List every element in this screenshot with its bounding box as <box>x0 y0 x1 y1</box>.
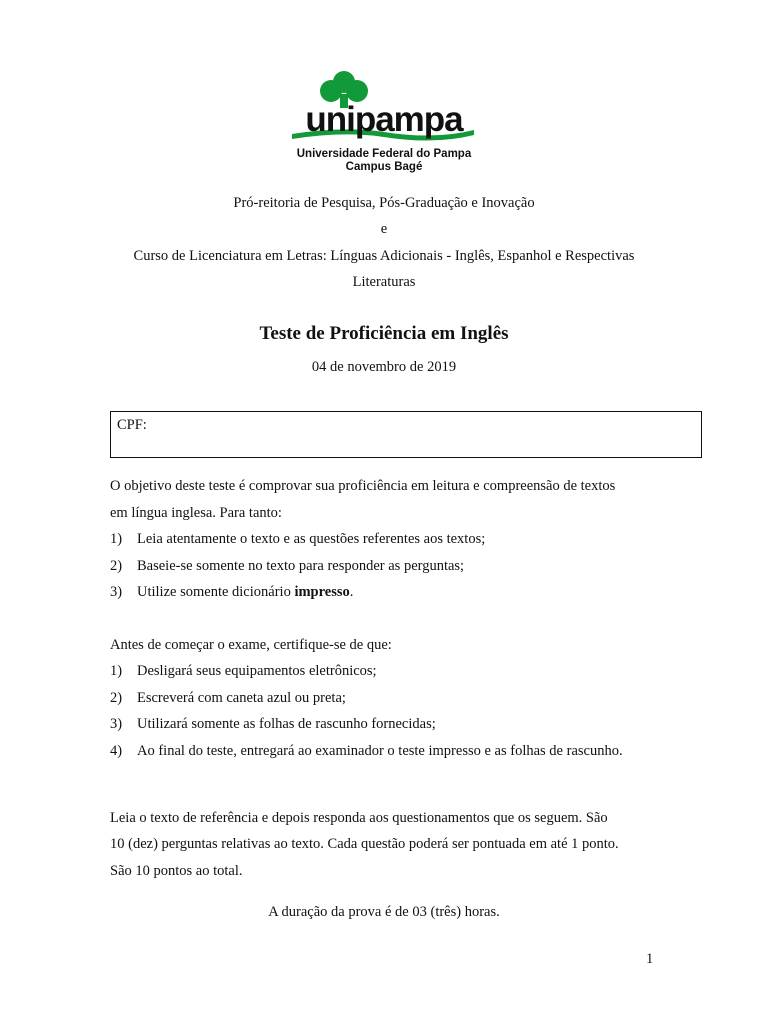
before-item-number: 4) <box>110 743 123 759</box>
instructions-line-2: 10 (dez) perguntas relativas ao texto. Cada questão poderá ser pontuada em até 1 ponto. <box>110 836 619 852</box>
intro-item-text: Baseie-se somente no texto para responder as perguntas; <box>137 558 465 574</box>
before-item-number: 1) <box>110 663 123 679</box>
header-line-3: Curso de Licenciatura em Letras: Línguas Adicionais - Inglês, Espanhol e Respectivas <box>133 248 635 264</box>
intro-line-1: O objetivo deste teste é comprovar sua proficiência em leitura e compreensão de textos <box>110 478 616 494</box>
before-item-text: Escreverá com caneta azul ou preta; <box>137 690 346 706</box>
intro-line-2: em língua inglesa. Para tanto: <box>110 505 282 521</box>
before-intro-line: Antes de começar o exame, certifique-se de que: <box>110 637 392 653</box>
intro-item-text: Leia atentamente o texto e as questões referentes aos textos; <box>137 531 486 547</box>
instructions-line-1: Leia o texto de referência e depois responda aos questionamentos que os seguem. São <box>110 810 608 826</box>
page-number: 1 <box>646 951 654 967</box>
before-item-text: Desligará seus equipamentos eletrônicos; <box>137 663 377 679</box>
header-line-4: Literaturas <box>352 274 416 290</box>
logo-wordmark: unipampa <box>305 100 463 139</box>
intro-item-text <box>137 583 353 601</box>
logo-university-name: Universidade Federal do Pampa <box>296 148 472 160</box>
unipampa-logo <box>284 68 484 176</box>
logo-campus-name: Campus Bagé <box>345 161 423 173</box>
duration-text: A duração da prova é de 03 (três) horas. <box>268 904 500 920</box>
intro-item-number: 1) <box>110 531 123 547</box>
cpf-label: CPF: <box>117 417 147 433</box>
instructions-line-3: São 10 pontos ao total. <box>110 863 243 879</box>
before-item-text: Ao final do teste, entregará ao examinador o teste impresso e as folhas de rascunho. <box>137 743 623 759</box>
intro-item-text-end: . <box>349 584 354 600</box>
intro-item-text-bold: impresso <box>294 584 350 600</box>
before-item-number: 2) <box>110 690 123 706</box>
page-title: Teste de Proficiência em Inglês <box>259 323 509 344</box>
header-line-2: e <box>380 221 388 237</box>
header-line-1: Pró-reitoria de Pesquisa, Pós-Graduação e Inovação <box>233 195 535 211</box>
before-item-number: 3) <box>110 716 123 732</box>
intro-item-number: 3) <box>110 584 123 600</box>
intro-item-text-start: Utilize somente dicionário <box>137 584 295 600</box>
test-date: 04 de novembro de 2019 <box>311 359 457 375</box>
cpf-field-box[interactable] <box>110 411 702 458</box>
intro-item-number: 2) <box>110 558 123 574</box>
before-item-text: Utilizará somente as folhas de rascunho fornecidas; <box>137 716 436 732</box>
